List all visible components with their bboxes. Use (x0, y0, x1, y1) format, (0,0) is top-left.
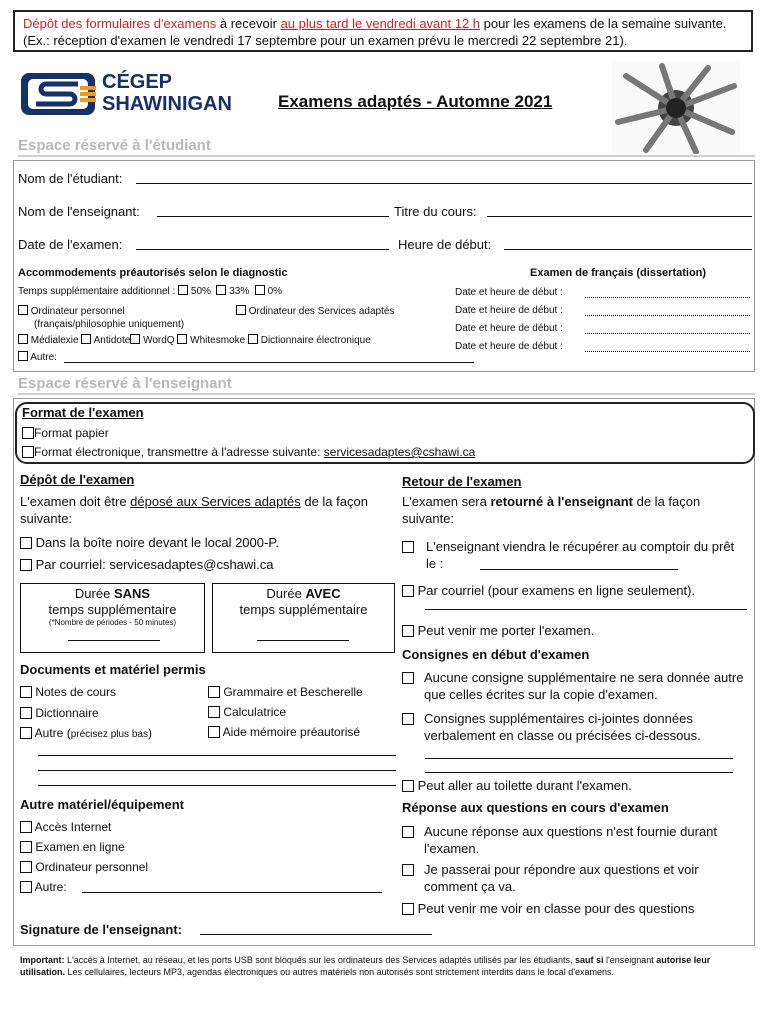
autre-docs-row (20, 726, 152, 740)
retour-text (402, 493, 747, 527)
recuperer-date-field[interactable] (480, 569, 678, 570)
checkbox-antidote[interactable] (81, 334, 91, 344)
notice-deadline: au plus tard le vendredi avant 12 h (280, 16, 481, 31)
duree-sans-2: SANS (113, 586, 151, 601)
student-section-divider (18, 155, 755, 157)
dictionnaire-label: Dictionnaire (35, 706, 99, 720)
boite-noire-label: Dans la boîte noire devant le local 2000-P. (35, 535, 279, 550)
checkbox-boite-noire[interactable] (20, 537, 32, 549)
notice-part1: Dépôt des formulaires d'examens (23, 16, 217, 31)
examen-en-ligne-row (20, 840, 125, 854)
date-heure-2-field[interactable] (585, 315, 750, 316)
checkbox-calculatrice[interactable] (208, 706, 220, 718)
duree-avec-2: AVEC (305, 586, 341, 601)
checkbox-autre-accom[interactable] (18, 351, 28, 361)
accommodements-title: Accommodements préautorisés selon le diagnostic (18, 267, 288, 279)
ordi-perso-row (18, 305, 125, 317)
consignes-title: Consignes en début d'examen (402, 647, 590, 662)
reponse-title: Réponse aux questions en cours d'examen (402, 800, 669, 815)
checkbox-format-electronique[interactable] (22, 446, 34, 458)
titre-cours-label: Titre du cours: (394, 204, 477, 219)
date-heure-4-field[interactable] (585, 351, 750, 352)
checkbox-toilette[interactable] (402, 780, 414, 792)
whitesmoke-label: Whitesmoke (190, 335, 246, 346)
temps-supp-label: Temps supplémentaire additionnel : (18, 286, 176, 297)
heure-debut-label: Heure de début: (398, 237, 492, 252)
par-courriel-ligne-label: Par courriel (pour examens en ligne seulement). (417, 583, 696, 598)
notes-cours-label: Notes de cours (35, 685, 117, 699)
teacher-section-label: Espace réservé à l'enseignant (18, 375, 232, 392)
brand-line2: SHAWINIGAN (102, 93, 232, 115)
retour-title: Retour de l'examen (402, 474, 522, 489)
medialexie-label: Médialexie (30, 335, 79, 346)
date-heure-1-field[interactable] (585, 297, 750, 298)
checkbox-whitesmoke[interactable] (177, 334, 187, 344)
date-heure-3-label: Date et heure de début : (455, 323, 563, 334)
student-section-label: Espace réservé à l'étudiant (18, 137, 211, 154)
heure-debut-field[interactable] (504, 249, 752, 250)
nom-enseignant-field[interactable] (157, 216, 389, 217)
autre-docs-c: ) (147, 726, 152, 740)
format-papier-label: Format papier (34, 426, 109, 440)
duree-sans-field[interactable] (68, 640, 160, 641)
footer-text2: l'enseignant (603, 955, 657, 965)
checkbox-porter[interactable] (402, 625, 414, 637)
nom-enseignant-label: Nom de l'enseignant: (18, 204, 140, 219)
checkbox-grammaire[interactable] (208, 686, 220, 698)
deadline-notice (13, 10, 753, 52)
checkbox-aide-memoire[interactable] (208, 726, 220, 738)
autre-materiel-label: Autre: (34, 880, 67, 894)
checkbox-dictionnaire[interactable] (20, 707, 32, 719)
checkbox-acces-internet[interactable] (20, 821, 32, 833)
recuperer-label: L'enseignant viendra le récupérer au comptoir du prêt le : (426, 539, 735, 571)
date-heure-2-label: Date et heure de début : (455, 305, 563, 316)
docs-title: Documents et matériel permis (20, 662, 206, 677)
francais-title: Examen de français (dissertation) (530, 267, 707, 279)
porter-row (402, 623, 594, 638)
docs-precision-line-3[interactable] (38, 785, 396, 786)
checkbox-autre-materiel[interactable] (20, 881, 32, 893)
retour-text3: de la façon suivante: (402, 494, 701, 526)
dictionnaire-row (20, 706, 99, 720)
retour-text2: retourné à l'enseignant (490, 494, 633, 509)
par-courriel-row (20, 557, 274, 572)
notice-part4: pour les examens de la semaine suivante. (Ex.: réception d'examen le vendredi 17 septembre pour un examen prévu le mercredi 22 septembre 21). (23, 16, 727, 48)
grammaire-label: Grammaire et Bescherelle (223, 685, 363, 699)
ordi-services-label: Ordinateur des Services adaptés (248, 306, 395, 317)
format-title: Format de l'examen (22, 405, 144, 420)
checkbox-33[interactable] (216, 285, 226, 295)
depot-text3: de la façon suivante: (20, 494, 368, 526)
je-passerai-label: Je passerai pour répondre aux questions et voir comment ça va. (424, 862, 699, 894)
porter-label: Peut venir me porter l'examen. (417, 623, 595, 638)
je-passerai-row (402, 861, 747, 895)
consignes-supp-row (402, 710, 747, 744)
duree-avec-field[interactable] (257, 640, 349, 641)
boite-noire-row (20, 535, 279, 550)
aucune-reponse-row (402, 823, 747, 857)
checkbox-dictionnaire-electronique[interactable] (248, 334, 258, 344)
calculatrice-label: Calculatrice (223, 705, 287, 719)
depot-text2: déposé aux Services adaptés (130, 494, 301, 509)
ordinateur-personnel-label: Ordinateur personnel (35, 860, 149, 874)
footer-important: Important: (20, 955, 65, 965)
antidote-label: Antidote (93, 335, 131, 346)
autre-row (18, 351, 57, 363)
toilette-row (402, 778, 632, 793)
duree-avec-1: Durée (266, 586, 306, 601)
teacher-section-divider (18, 393, 755, 395)
checkbox-venir-voir[interactable] (402, 903, 414, 915)
par-courriel-ligne-row (402, 583, 695, 598)
checkbox-notes-cours[interactable] (20, 686, 32, 698)
duree-sans-note: (*Nombre de périodes - 50 minutes) (48, 618, 177, 627)
consignes-supp-label: Consignes supplémentaires ci-jointes données verbalement en classe ou précisées ci-dessous. (424, 711, 701, 743)
aucune-reponse-label: Aucune réponse aux questions n'est fournie durant l'examen. (424, 824, 718, 856)
wordq-label: WordQ (143, 335, 175, 346)
checkbox-aucune-consigne[interactable] (402, 672, 414, 684)
signature-label: Signature de l'enseignant: (20, 922, 183, 937)
venir-voir-row (402, 901, 694, 916)
ordi-services-row (236, 305, 394, 317)
toilette-label: Peut aller au toilette durant l'examen. (417, 778, 632, 793)
checkbox-examen-en-ligne[interactable] (20, 841, 32, 853)
footer-text1: L'accès à Internet, au réseau, et les ports USB sont bloqués sur les ordinateurs des Services adaptés utilisés par les étudiants, (64, 955, 575, 965)
format-email-link[interactable]: servicesadaptes@cshawi.ca (323, 445, 476, 459)
duree-avec-line1 (212, 586, 395, 601)
ordinateur-personnel-row (20, 860, 148, 874)
signature-field[interactable] (200, 934, 432, 935)
notice-part2: à recevoir (216, 16, 281, 31)
checkbox-ordi-services[interactable] (236, 305, 246, 315)
titre-cours-field[interactable] (487, 216, 752, 217)
checkbox-par-courriel[interactable] (20, 559, 32, 571)
autre-docs-a: Autre ( (34, 726, 71, 740)
opt-33-label: 33% (229, 286, 250, 297)
autre-accom-label: Autre: (30, 352, 57, 363)
autre-materiel-title: Autre matériel/équipement (20, 797, 184, 812)
grammaire-row (208, 685, 363, 699)
date-examen-label: Date de l'examen: (18, 237, 123, 252)
calculatrice-row (208, 705, 286, 719)
docs-precision-line-2[interactable] (38, 770, 396, 771)
recuperer-row (402, 538, 747, 572)
checkbox-recuperer[interactable] (402, 541, 414, 553)
autre-docs-b: précisez plus bas (70, 729, 148, 740)
footer-note (20, 954, 755, 978)
ordi-perso-label: Ordinateur personnel (30, 306, 125, 317)
checkbox-50[interactable] (178, 285, 188, 295)
nom-etudiant-field[interactable] (136, 183, 752, 184)
opt-0-label: 0% (267, 286, 283, 297)
checkbox-consignes-supp[interactable] (402, 713, 414, 725)
acces-internet-label: Accès Internet (34, 820, 112, 834)
venir-voir-label: Peut venir me voir en classe pour des questions (417, 901, 695, 916)
autre-accom-field[interactable] (64, 362, 474, 363)
footer-sauf: sauf si (575, 955, 604, 965)
footer-autorise: autorise leur utilisation. (20, 955, 711, 977)
duree-sans-line1 (20, 586, 205, 601)
par-courriel-label: Par courriel: servicesadaptes@cshawi.ca (35, 557, 274, 572)
nom-etudiant-label: Nom de l'étudiant: (18, 171, 123, 186)
checkbox-ordinateur-personnel[interactable] (20, 861, 32, 873)
checkbox-0[interactable] (255, 285, 265, 295)
dictionnaire-electronique-label: Dictionnaire électronique (260, 335, 371, 346)
docs-precision-line-1[interactable] (38, 755, 396, 756)
temps-supp-row (18, 285, 282, 297)
consignes-line-2[interactable] (425, 772, 733, 773)
aucune-consigne-row (402, 669, 747, 703)
checkbox-autre-docs[interactable] (20, 727, 32, 739)
date-heure-1-label: Date et heure de début : (455, 287, 563, 298)
footer-text3: Les cellulaires, lecteurs MP3, agendas électroniques ou autres matériels non autorisés sont strictement interdits dans le local d'examens. (65, 967, 614, 977)
date-heure-4-label: Date et heure de début : (455, 341, 563, 352)
depot-title: Dépôt de l'examen (20, 472, 135, 487)
aide-memoire-row (208, 725, 360, 739)
checkbox-wordq[interactable] (130, 334, 140, 344)
cegep-logo (20, 72, 260, 116)
consignes-line-1[interactable] (425, 758, 733, 759)
brand-line1: CÉGEP (102, 71, 173, 93)
par-courriel-ligne-field[interactable] (425, 609, 747, 610)
opt-50-label: 50% (190, 286, 211, 297)
duree-avec-line2: temps supplémentaire (239, 602, 368, 617)
retour-text1: L'examen sera (402, 494, 491, 509)
aucune-consigne-label: Aucune consigne supplémentaire ne sera donnée autre que celles écrites sur la copie d'examen. (424, 670, 744, 702)
checkbox-aucune-reponse[interactable] (402, 826, 414, 838)
format-papier-row (22, 426, 109, 440)
logo-mark-icon (20, 72, 96, 116)
hands-photo (612, 62, 740, 154)
format-electronique-row (22, 445, 475, 459)
logiciels-row (18, 334, 371, 346)
duree-sans-line2: temps supplémentaire (48, 602, 177, 617)
checkbox-je-passerai[interactable] (402, 864, 414, 876)
checkbox-medialexie[interactable] (18, 334, 28, 344)
notes-cours-row (20, 685, 116, 699)
checkbox-ordi-perso[interactable] (18, 305, 28, 315)
depot-text1: L'examen doit être (20, 494, 131, 509)
aide-memoire-label: Aide mémoire préautorisé (222, 725, 361, 739)
autre-materiel-field[interactable] (82, 892, 382, 893)
depot-text (20, 493, 375, 527)
examen-en-ligne-label: Examen en ligne (35, 840, 125, 854)
date-heure-3-field[interactable] (585, 333, 750, 334)
checkbox-par-courriel-ligne[interactable] (402, 585, 414, 597)
acces-internet-row (20, 820, 111, 834)
format-electronique-label: Format électronique, transmettre à l'adresse suivante: (34, 445, 324, 459)
autre-materiel-row (20, 880, 67, 894)
checkbox-format-papier[interactable] (22, 427, 34, 439)
date-examen-field[interactable] (136, 249, 389, 250)
ordi-perso-note: (français/philosophie uniquement) (34, 319, 185, 330)
page-title: Examens adaptés - Automne 2021 (278, 92, 553, 111)
duree-sans-1: Durée (74, 586, 114, 601)
